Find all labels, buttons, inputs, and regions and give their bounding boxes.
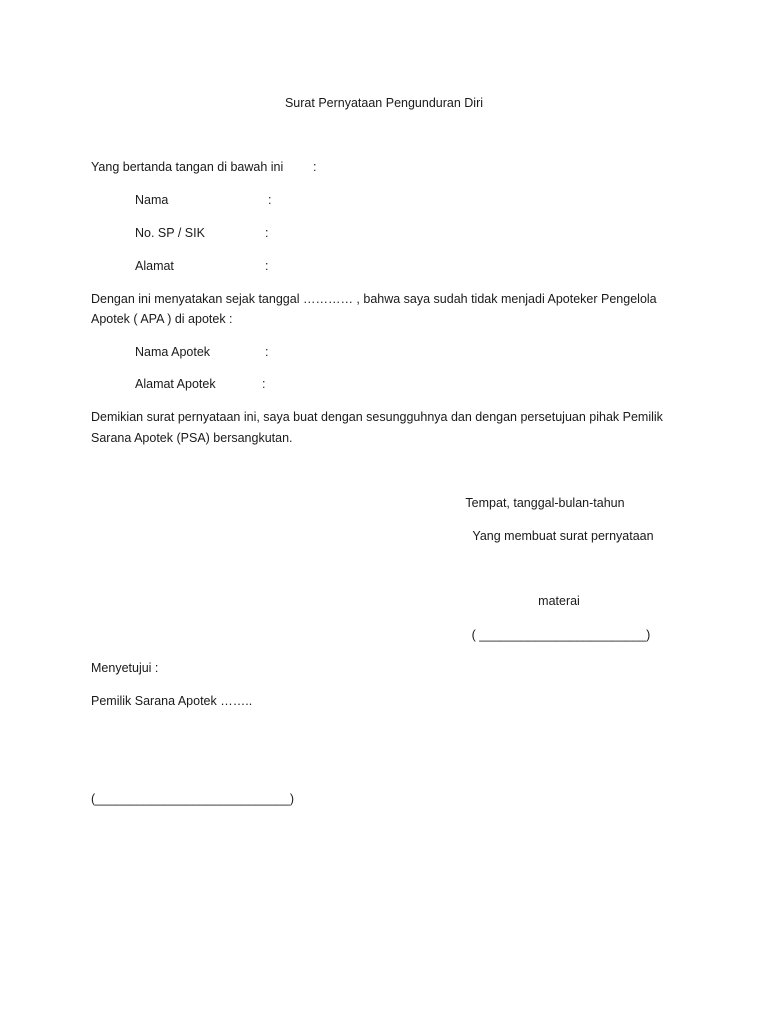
- field-alamat-apotek-label: Alamat Apotek: [135, 377, 216, 391]
- field-nama-label: Nama: [135, 193, 169, 207]
- field-sp-sik-colon: :: [265, 226, 269, 240]
- field-nama-colon: :: [268, 193, 272, 207]
- approval-label: Menyetujui :: [91, 661, 159, 675]
- document-title: Surat Pernyataan Pengunduran Diri: [284, 96, 484, 110]
- approval-owner: Pemilik Sarana Apotek ……..: [91, 694, 253, 708]
- signature-maker: Yang membuat surat pernyataan: [472, 529, 654, 543]
- signature-place-date: Tempat, tanggal-bulan-tahun: [465, 496, 625, 510]
- signature-stamp-label: materai: [538, 594, 580, 608]
- field-nama-apotek-colon: :: [265, 345, 269, 359]
- closing-line-2: Sarana Apotek (PSA) bersangkutan.: [91, 431, 293, 445]
- field-alamat-label: Alamat: [135, 259, 174, 273]
- statement-line-1: Dengan ini menyatakan sejak tanggal ………… , bahwa saya sudah tidak menjadi Apoteker Pengelola: [91, 292, 657, 306]
- signature-name-line: ( ________________________): [471, 628, 651, 642]
- approval-name-line: (____________________________): [91, 792, 294, 806]
- closing-line-1: Demikian surat pernyataan ini, saya buat dengan sesungguhnya dan dengan persetujuan pihak Pemilik: [91, 410, 663, 424]
- field-nama-apotek-label: Nama Apotek: [135, 345, 211, 359]
- intro-colon: :: [313, 160, 317, 174]
- statement-line-2: Apotek ( APA ) di apotek :: [91, 312, 233, 326]
- field-sp-sik-label: No. SP / SIK: [135, 226, 205, 240]
- intro-label: Yang bertanda tangan di bawah ini: [91, 160, 284, 174]
- field-alamat-apotek-colon: :: [262, 377, 266, 391]
- field-alamat-colon: :: [265, 259, 269, 273]
